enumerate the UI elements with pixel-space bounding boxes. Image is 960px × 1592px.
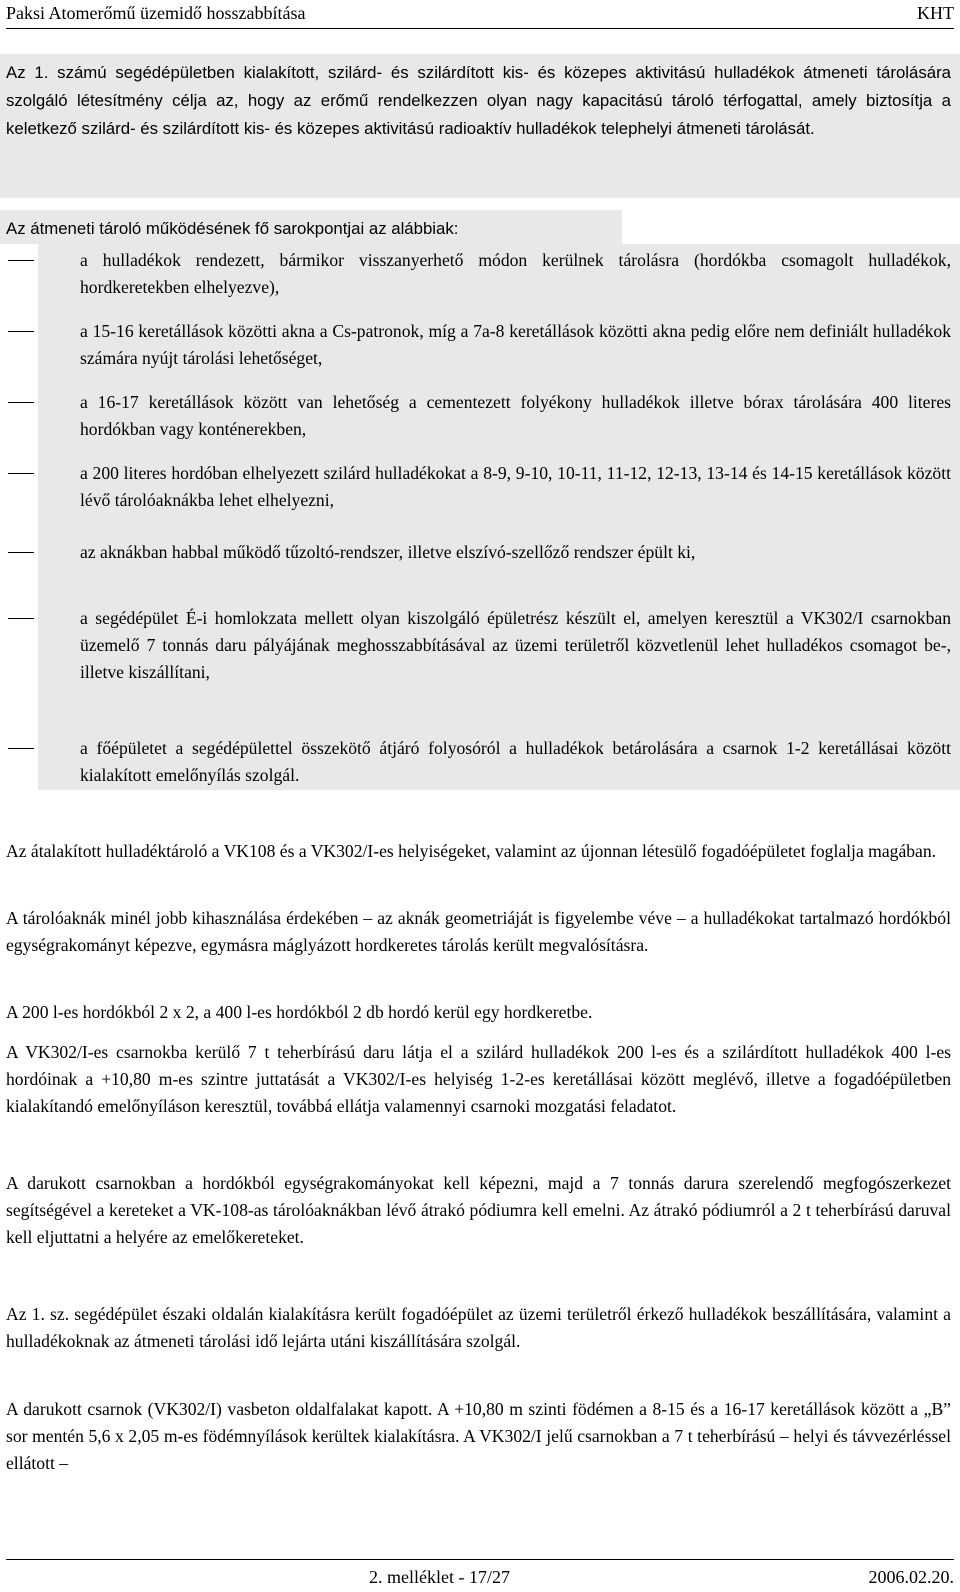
list-item <box>6 735 951 789</box>
lead-text: Az átmeneti tároló működésének fő sarokpontjai az alábbiak: <box>6 219 459 238</box>
list-item-text: a főépületet a segédépülettel összekötő átjáró folyosóról a hulladékok betárolására a csarnok 1-2 keretállásai között kialakított emelőnyílás szolgál. <box>80 738 951 785</box>
document-title: Paksi Atomerőmű üzemidő hosszabbítása <box>6 3 306 23</box>
intro-paragraph: Az 1. számú segédépületben kialakított, szilárd- és szilárdított kis- és közepes aktivitású hulladékok átmeneti tárolására szolgáló létesítmény célja az, hogy az erőmű rendelkezzen olyan nagy kapacitású tároló térfogattal, amely biztosítja a keletkező szilárd- és szilárdított kis- és közepes aktivitású radioaktív hulladékok telephelyi átmeneti tárolását. <box>6 63 951 138</box>
header-abbreviation: KHT <box>917 3 954 23</box>
list-item <box>6 389 951 443</box>
list-item <box>6 539 951 566</box>
body-paragraph: A 200 l-es hordókból 2 x 2, a 400 l-es hordókból 2 db hordó kerül egy hordkeretbe. <box>6 1002 593 1022</box>
list-item-text: a 15-16 keretállások közötti akna a Cs-patronok, míg a 7a-8 keretállások közötti akna pedig előre nem definiált hulladékok számára nyújt tárolási lehetőséget, <box>80 321 951 368</box>
list-item <box>6 605 951 686</box>
footer-date: 2006.02.20. <box>868 1567 954 1587</box>
list-item <box>6 318 951 372</box>
body-paragraph: A darukott csarnok (VK302/I) vasbeton oldalfalakat kapott. A +10,80 m szinti födémen a 8-15 és a 16-17 keretállások között a „B” sor mentén 5,6 x 2,05 m-es födémnyílások kerültek kialakításra. A VK302/I jelű csarnokban a 7 t teherbírású – helyi és távvezérléssel ellátott – <box>6 1399 951 1473</box>
body-paragraph: Az 1. sz. segédépület északi oldalán kialakításra került fogadóépület az üzemi területről érkező hulladékok beszállítására, valamint a hulladékoknak az átmeneti tárolási idő lejárta utáni kiszállítására szolgál. <box>6 1304 951 1351</box>
list-item-text: a 16-17 keretállások között van lehetőség a cementezett folyékony hulladékok illetve bórax tárolására 400 literes hordókban vagy konténerekben, <box>80 392 951 439</box>
page-header <box>6 0 954 29</box>
body-paragraph: A tárolóaknák minél jobb kihasználása érdekében – az aknák geometriáját is figyelembe véve – a hulladékokat tartalmazó hordókból egységrakományt képezve, egymásra máglyázott hordkeretes tárolás került megvalósításra. <box>6 908 951 955</box>
list-item-text: az aknákban habbal működő tűzoltó-rendszer, illetve elszívó-szellőző rendszer épült ki, <box>80 542 696 562</box>
list-item-text: a segédépület É-i homlokzata mellett olyan kiszolgáló épületrész készült el, amelyen keresztül a VK302/I csarnokban üzemelő 7 tonnás daru pályájának meghosszabbításával az üzemi területről közvetlenül lehet hulladékos csomagot be-, illetve kiszállítani, <box>80 608 951 682</box>
list-item-text: a hulladékok rendezett, bármikor visszanyerhető módon kerülnek tárolásra (hordókba csomagolt hulladékok, hordkeretekben elhelyezve), <box>80 250 951 297</box>
list-item <box>6 247 951 301</box>
body-paragraph: A darukott csarnokban a hordókból egységrakományokat kell képezni, majd a 7 tonnás darura szerelendő megfogószerkezet segítségével a kereteket a VK-108-as tárolóaknákban lévő átrakó pódiumra kell emelni. Az átrakó pódiumról a 2 t teherbírású daruval kell eljuttatni a helyére az emelőkereteket. <box>6 1173 951 1247</box>
list-item <box>6 460 951 514</box>
body-paragraph: Az átalakított hulladéktároló a VK108 és a VK302/I-es helyiségeket, valamint az újonnan létesülő fogadóépületet foglalja magában. <box>6 841 937 861</box>
list-item-text: a 200 literes hordóban elhelyezett szilárd hulladékokat a 8-9, 9-10, 10-11, 11-12, 12-13, 13-14 és 14-15 keretállások között lévő tárolóaknákba lehet elhelyezni, <box>80 463 951 510</box>
page-number: 2. melléklet - 17/27 <box>369 1567 510 1587</box>
body-paragraph: A VK302/I-es csarnokba kerülő 7 t teherbírású daru látja el a szilárd hulladékok 200 l-es és a szilárdított hulladékok 400 l-es hordóinak a +10,80 m-es szintre juttatását a VK302/I-es helyiség 1-2-es keretállásai között meglévő, illetve a fogadóépületben kialakítandó emelőnyíláson keresztül, továbbá ellátja valamennyi csarnoki mozgatási feladatot. <box>6 1042 951 1116</box>
page-footer <box>6 1559 954 1590</box>
